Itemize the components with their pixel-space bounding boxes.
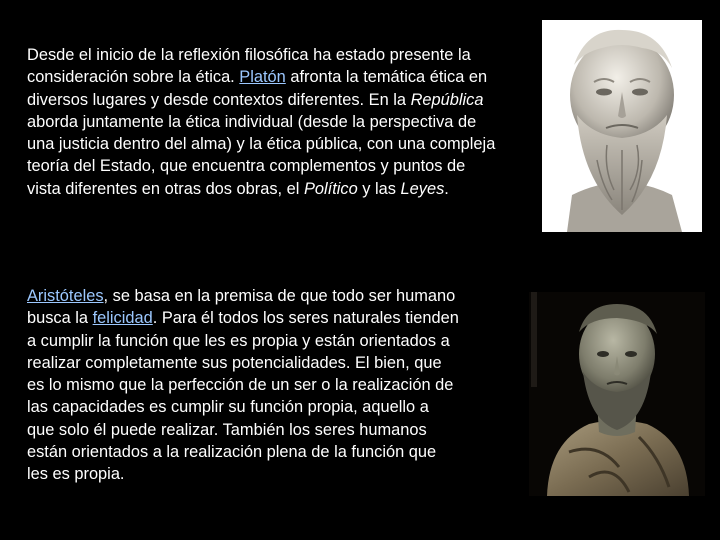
text-line: realizar completamente sus potencialidades. El bien, que (27, 353, 442, 372)
leyes-title: Leyes (400, 179, 445, 198)
text-line: es lo mismo que la perfección de un ser o la realización de (27, 376, 454, 395)
republica-title: República (410, 90, 484, 109)
text-line: una justicia dentro del alma) y la ética pública, con una compleja (27, 135, 496, 154)
text-line (27, 307, 507, 329)
text-line: que solo él puede realizar. También los seres humanos (27, 420, 427, 439)
text-segment: y las (357, 179, 401, 198)
text-line: las capacidades es cumplir su función propia, aquello a (27, 398, 429, 417)
text-segment: . Para él todos los seres naturales tienden (152, 309, 459, 328)
text-line (27, 66, 547, 88)
text-line: a cumplir la función que les es propia y están orientados a (27, 331, 450, 350)
text-segment: . (444, 179, 449, 198)
text-line (27, 285, 507, 307)
text-line: Desde el inicio de la reflexión filosófica ha estado presente la (27, 46, 471, 64)
text-segment: busca la (27, 309, 93, 328)
text-line: aborda juntamente la ética individual (desde la perspectiva de (27, 112, 477, 131)
aristoteles-link[interactable]: Aristóteles (27, 287, 104, 305)
text-segment: afronta la temática ética en (285, 68, 488, 87)
text-line: teoría del Estado, que encuentra complementos y puntos de (27, 157, 466, 176)
plato-bust-image (542, 20, 702, 232)
text-segment: consideración sobre la ética. (27, 68, 240, 87)
text-segment: diversos lugares y desde contextos diferentes. En la (27, 90, 411, 109)
text-segment: , se basa en la premisa de que todo ser humano (103, 287, 456, 305)
politico-title: Político (303, 179, 358, 198)
text-line (27, 89, 547, 111)
text-line: están orientados a la realización plena de la función que (27, 443, 437, 462)
text-line: les es propia. (27, 465, 125, 484)
text-line (27, 178, 547, 200)
plato-paragraph (27, 44, 547, 200)
felicidad-link[interactable]: felicidad (92, 309, 153, 328)
aristotle-bust-image (529, 292, 705, 496)
aristotle-paragraph (27, 285, 507, 486)
platon-link[interactable]: Platón (239, 68, 286, 87)
text-segment: vista diferentes en otras dos obras, el (27, 179, 304, 198)
